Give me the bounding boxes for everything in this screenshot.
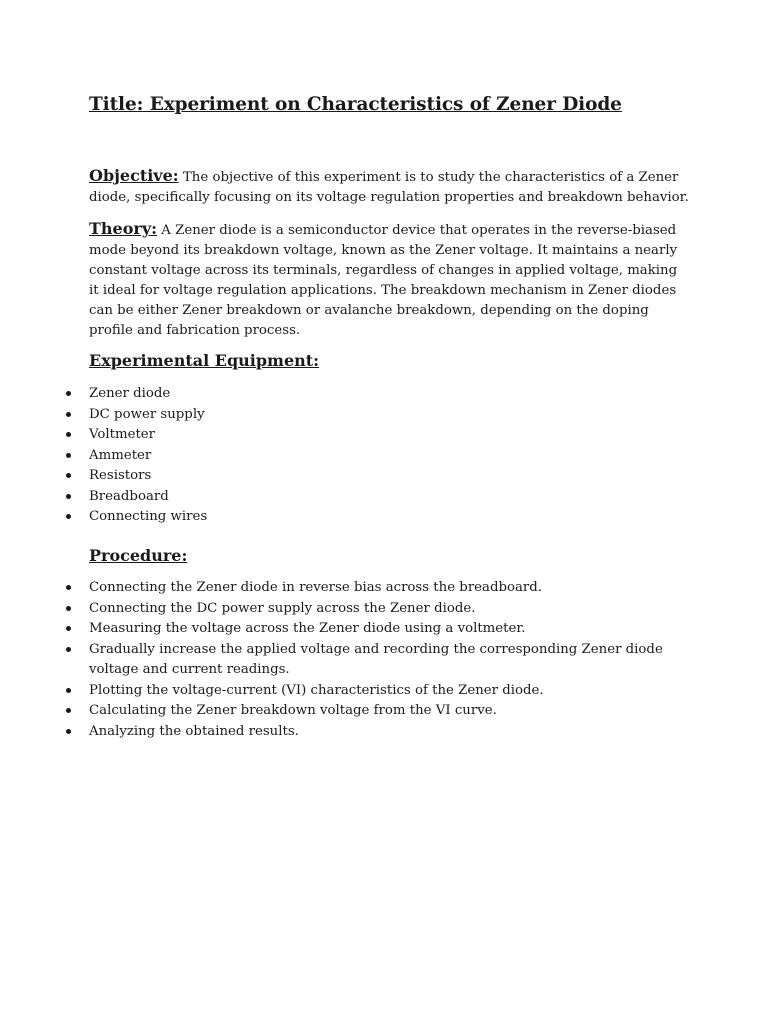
document-title: Title: Experiment on Characteristics of Zener Diode: [89, 94, 622, 115]
procedure-list-item: Calculating the Zener breakdown voltage from the VI curve.: [0, 701, 680, 722]
equipment-list-item: Breadboard: [0, 487, 680, 508]
theory-text: A Zener diode is a semiconductor device that operates in the reverse-biased mode beyond its breakdown voltage, known as the Zener voltage. It maintains a nearly constant voltage across its terminals, regardless of changes in applied voltage, making it ideal for voltage regulation applications. The breakdown mechanism in Zener diodes can be either Zener breakdown or avalanche breakdown, depending on the doping profile and fabrication process.: [89, 223, 678, 338]
equipment-list: [0, 384, 680, 528]
procedure-list: [0, 578, 680, 742]
theory-paragraph: [89, 219, 689, 341]
procedure-list-item: Connecting the DC power supply across the Zener diode.: [0, 599, 680, 620]
procedure-list-item: Analyzing the obtained results.: [0, 722, 680, 743]
theory-label: Theory:: [89, 219, 158, 238]
procedure-list-item: Connecting the Zener diode in reverse bias across the breadboard.: [0, 578, 680, 599]
objective-paragraph: [89, 166, 689, 208]
procedure-list-item: Gradually increase the applied voltage and recording the corresponding Zener diode voltage and current readings.: [0, 640, 680, 681]
equipment-list-item: Ammeter: [0, 446, 680, 467]
equipment-list-item: Zener diode: [0, 384, 680, 405]
equipment-list-item: DC power supply: [0, 405, 680, 426]
equipment-list-item: Voltmeter: [0, 425, 680, 446]
procedure-list-item: Measuring the voltage across the Zener diode using a voltmeter.: [0, 619, 680, 640]
procedure-list-item: Plotting the voltage-current (VI) characteristics of the Zener diode.: [0, 681, 680, 702]
objective-text: The objective of this experiment is to study the characteristics of a Zener diode, specifically focusing on its voltage regulation properties and breakdown behavior.: [89, 170, 689, 205]
procedure-heading: Procedure:: [89, 546, 188, 565]
equipment-list-item: Connecting wires: [0, 507, 680, 528]
objective-label: Objective:: [89, 166, 179, 185]
equipment-heading: Experimental Equipment:: [89, 351, 320, 370]
equipment-list-item: Resistors: [0, 466, 680, 487]
